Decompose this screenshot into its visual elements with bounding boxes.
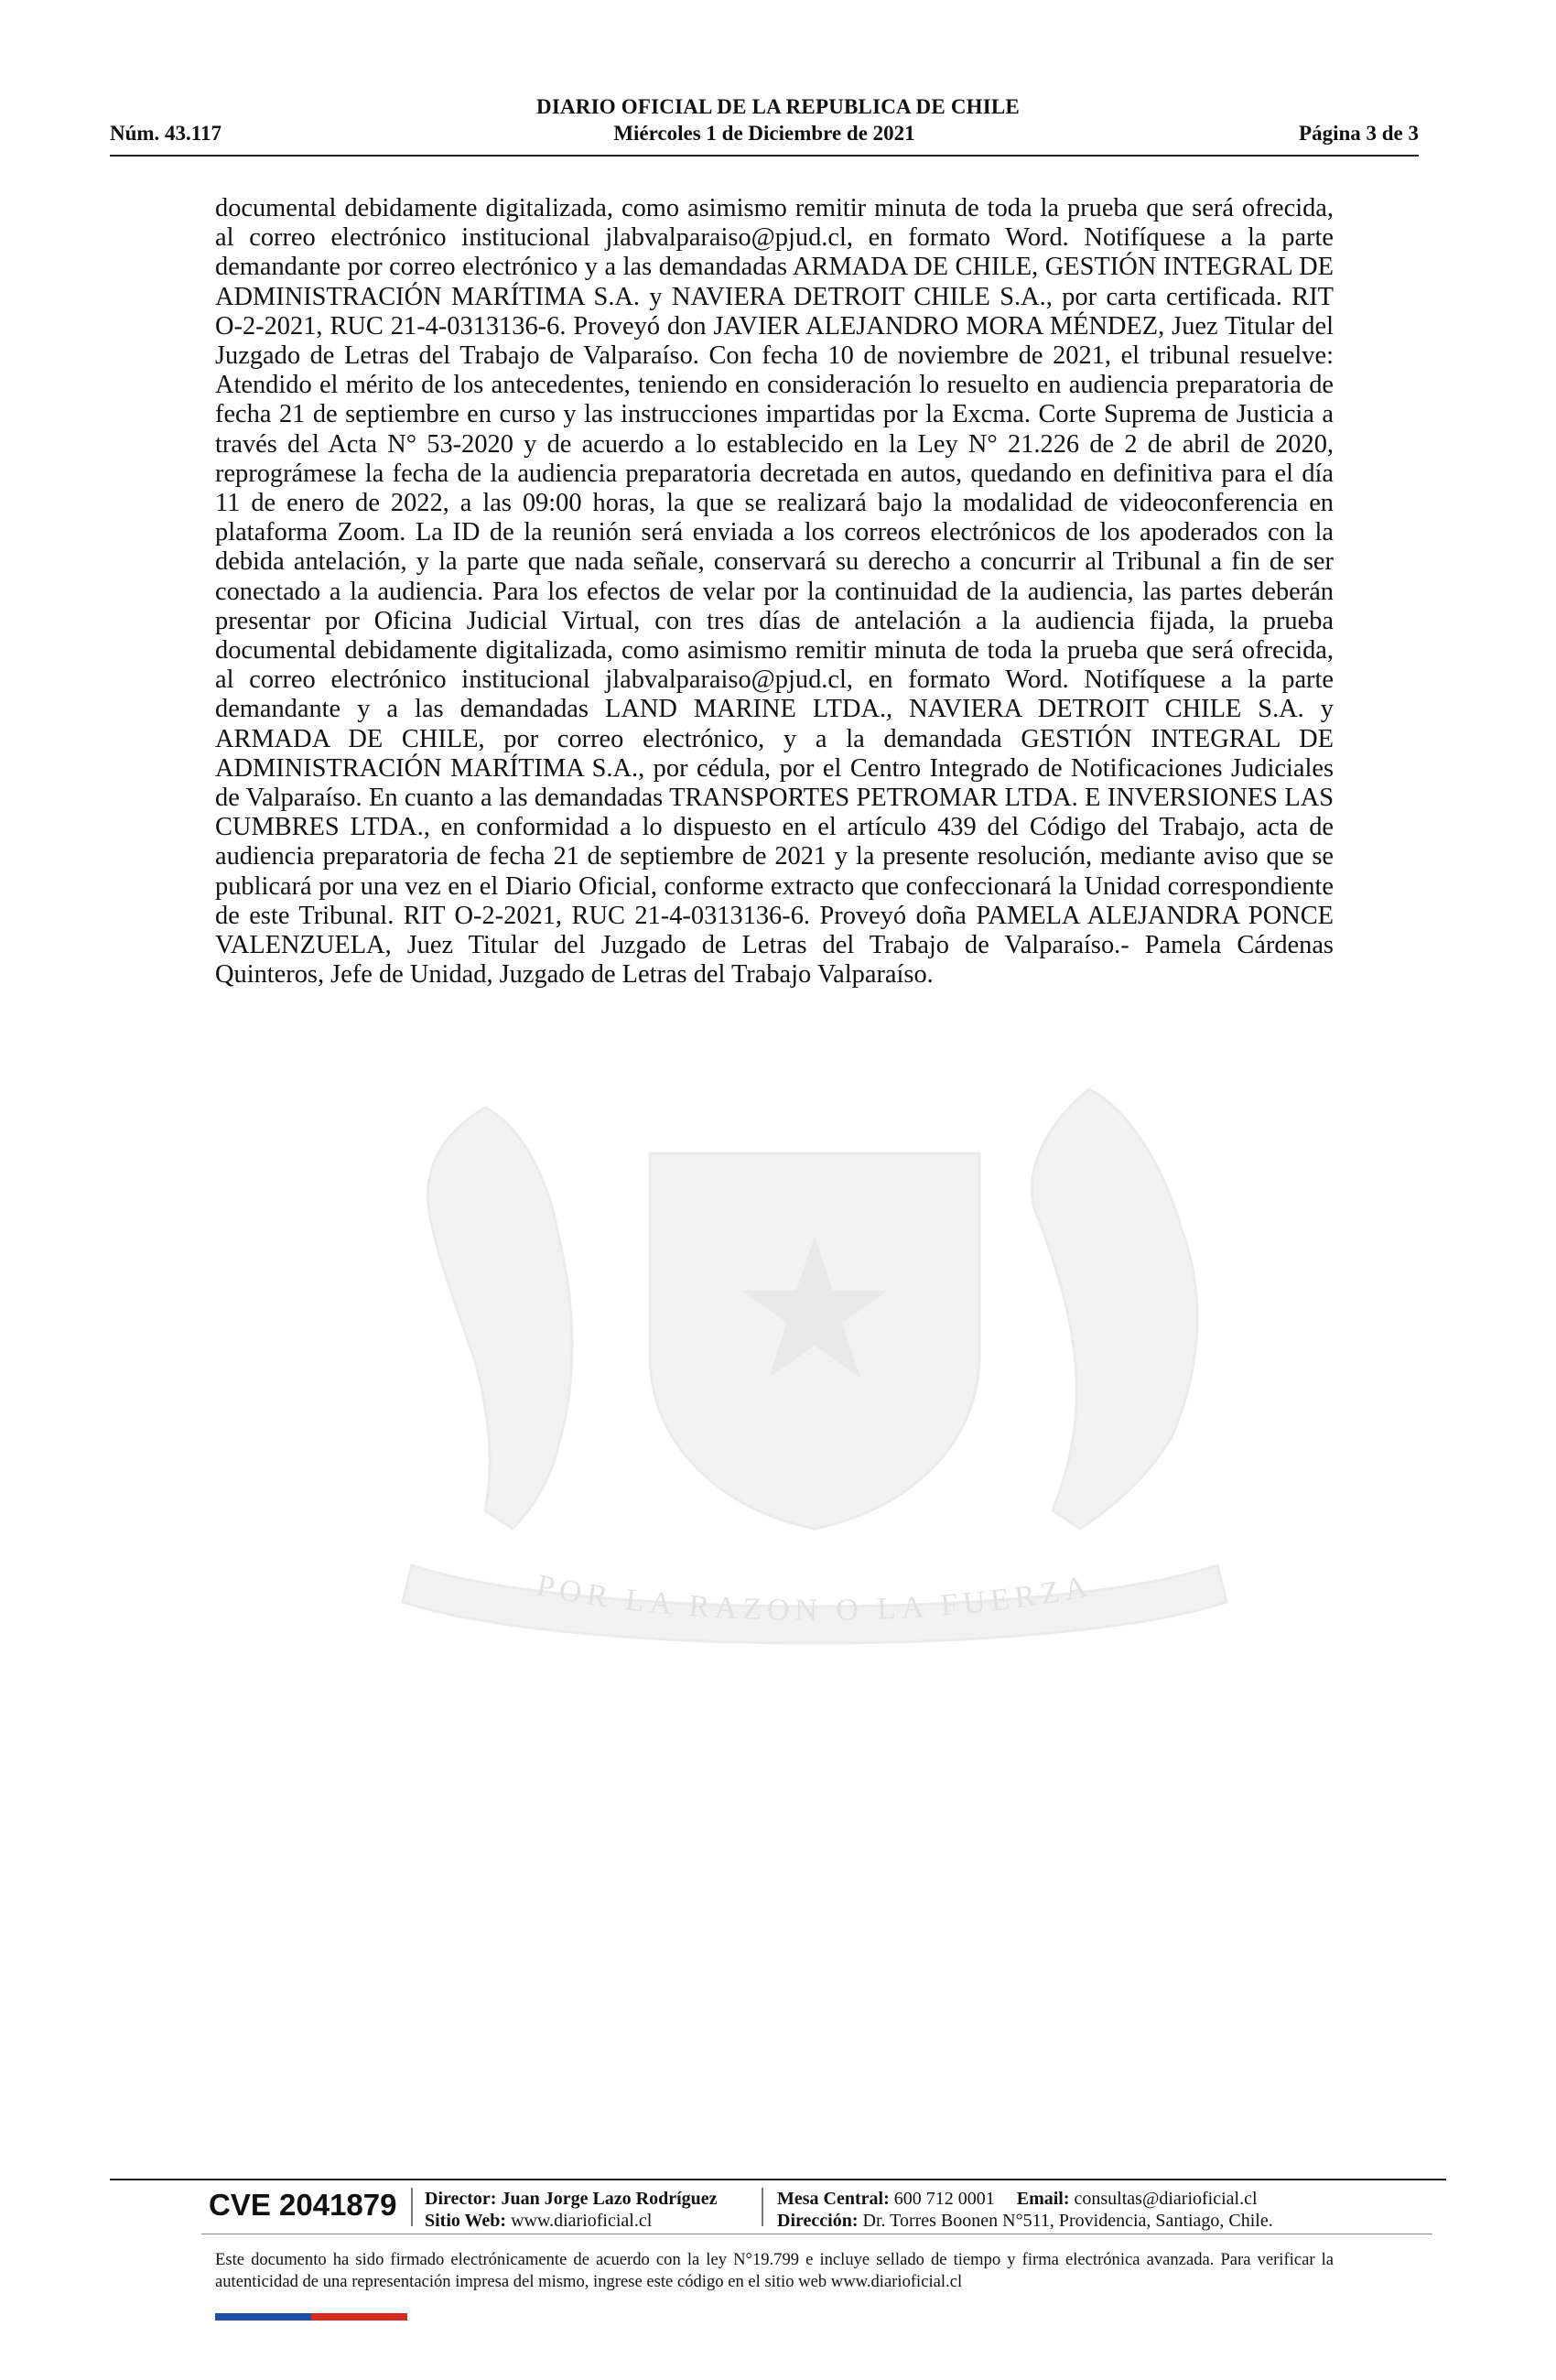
mesa-phone: 600 712 0001 [893,2189,995,2209]
issue-number: Núm. 43.117 [110,122,222,145]
web-label: Sitio Web: [425,2211,507,2231]
director-name: Juan Jorge Lazo Rodríguez [501,2189,718,2209]
legal-notice: Este documento ha sido firmado electrónicamente de acuerdo con la ley N°19.799 e incluye sellado de tiempo y firma electrónica avanzada. Para verificar la autenticidad de una representación impresa del mismo, ingrese este código en el sitio web www.diarioficial.cl [215,2250,1334,2291]
director-block [425,2188,718,2232]
resolution-body: documental debidamente digitalizada, como asimismo remitir minuta de toda la prueba que será ofrecida, al correo electrónico institucional jlabvalparaiso@pjud.cl, en formato Word. Notifíquese a la parte demandante por correo electrónico y a las demandadas ARMADA DE CHILE, GESTIÓN INTEGRAL DE ADMINISTRACIÓN MARÍTIMA S.A. y NAVIERA DETROIT CHILE S.A., por carta certificada. RIT O-2-2021, RUC 21-4-0313136-6. Proveyó don JAVIER ALEJANDRO MORA MÉNDEZ, Juez Titular del Juzgado de Letras del Trabajo de Valparaíso. Con fecha 10 de noviembre de 2021, el tribunal resuelve: Atendido el mérito de los antecedentes, teniendo en consideración lo resuelto en audiencia preparatoria de fecha 21 de septiembre en curso y las instrucciones impartidas por la Excma. Corte Suprema de Justicia a través del Acta N° 53-2020 y de acuerdo a lo establecido en la Ley N° 21.226 de 2 de abril de 2020, reprográmese la fecha de la audiencia preparatoria decretada en autos, quedando en definitiva para el día 11 de enero de 2022, a las 09:00 horas, la que se realizará bajo la modalidad de videoconferencia en plataforma Zoom. La ID de la reunión será enviada a los correos electrónicos de los apoderados con la debida antelación, y la parte que nada señale, conservará su derecho a concurrir al Tribunal a fin de ser conectado a la audiencia. Para los efectos de velar por la continuidad de la audiencia, las partes deberán presentar por Oficina Judicial Virtual, con tres días de antelación a la audiencia fijada, la prueba documental debidamente digitalizada, como asimismo remitir minuta de toda la prueba que será ofrecida, al correo electrónico institucional jlabvalparaiso@pjud.cl, en formato Word. Notifíquese a la parte demandante y a las demandadas LAND MARINE LTDA., NAVIERA DETROIT CHILE S.A. y ARMADA DE CHILE, por correo electrónico, y a la demandada GESTIÓN INTEGRAL DE ADMINISTRACIÓN MARÍTIMA S.A., por cédula, por el Centro Integrado de Notificaciones Judiciales de Valparaíso. En cuanto a las demandadas TRANSPORTES PETROMAR LTDA. E INVERSIONES LAS CUMBRES LTDA., en conformidad a lo dispuesto en el artículo 439 del Código del Trabajo, acta de audiencia preparatoria de fecha 21 de septiembre de 2021 y la presente resolución, mediante aviso que se publicará por una vez en el Diario Oficial, conforme extracto que confeccionará la Unidad correspondiente de este Tribunal. RIT O-2-2021, RUC 21-4-0313136-6. Proveyó doña PAMELA ALEJANDRA PONCE VALENZUELA, Juez Titular del Juzgado de Letras del Trabajo de Valparaíso.- Pamela Cárdenas Quinteros, Jefe de Unidad, Juzgado de Letras del Trabajo Valparaíso. [215,194,1334,990]
footer-divider [110,2179,1446,2180]
email-link[interactable]: consultas@diarioficial.cl [1074,2189,1258,2209]
address-value: Dr. Torres Boonen N°511, Providencia, Santiago, Chile. [862,2211,1273,2231]
cve-code: CVE 2041879 [209,2188,397,2222]
issue-date: Miércoles 1 de Diciembre de 2021 [613,122,915,145]
flag-bar [215,2313,407,2320]
page-indicator: Página 3 de 3 [1299,122,1419,145]
flag-bar-red [311,2313,407,2320]
motto-text: POR LA RAZON O LA FUERZA [534,1568,1096,1628]
coat-of-arms-watermark [302,1053,1327,1693]
web-link[interactable]: www.diarioficial.cl [511,2211,653,2231]
newspaper-title: DIARIO OFICIAL DE LA REPUBLICA DE CHILE [536,95,1020,118]
mesa-label: Mesa Central: [777,2189,890,2209]
footer-separator [411,2188,413,2226]
footer-separator [762,2188,763,2226]
huemul-figure [428,1108,573,1529]
address-label: Dirección: [777,2211,859,2231]
director-label: Director: [425,2189,497,2209]
condor-figure [1032,1089,1198,1529]
header-row [110,122,1419,149]
flag-bar-blue [215,2313,311,2320]
header-divider [110,155,1419,157]
contact-block [777,2188,1273,2232]
email-label: Email: [1016,2189,1070,2209]
